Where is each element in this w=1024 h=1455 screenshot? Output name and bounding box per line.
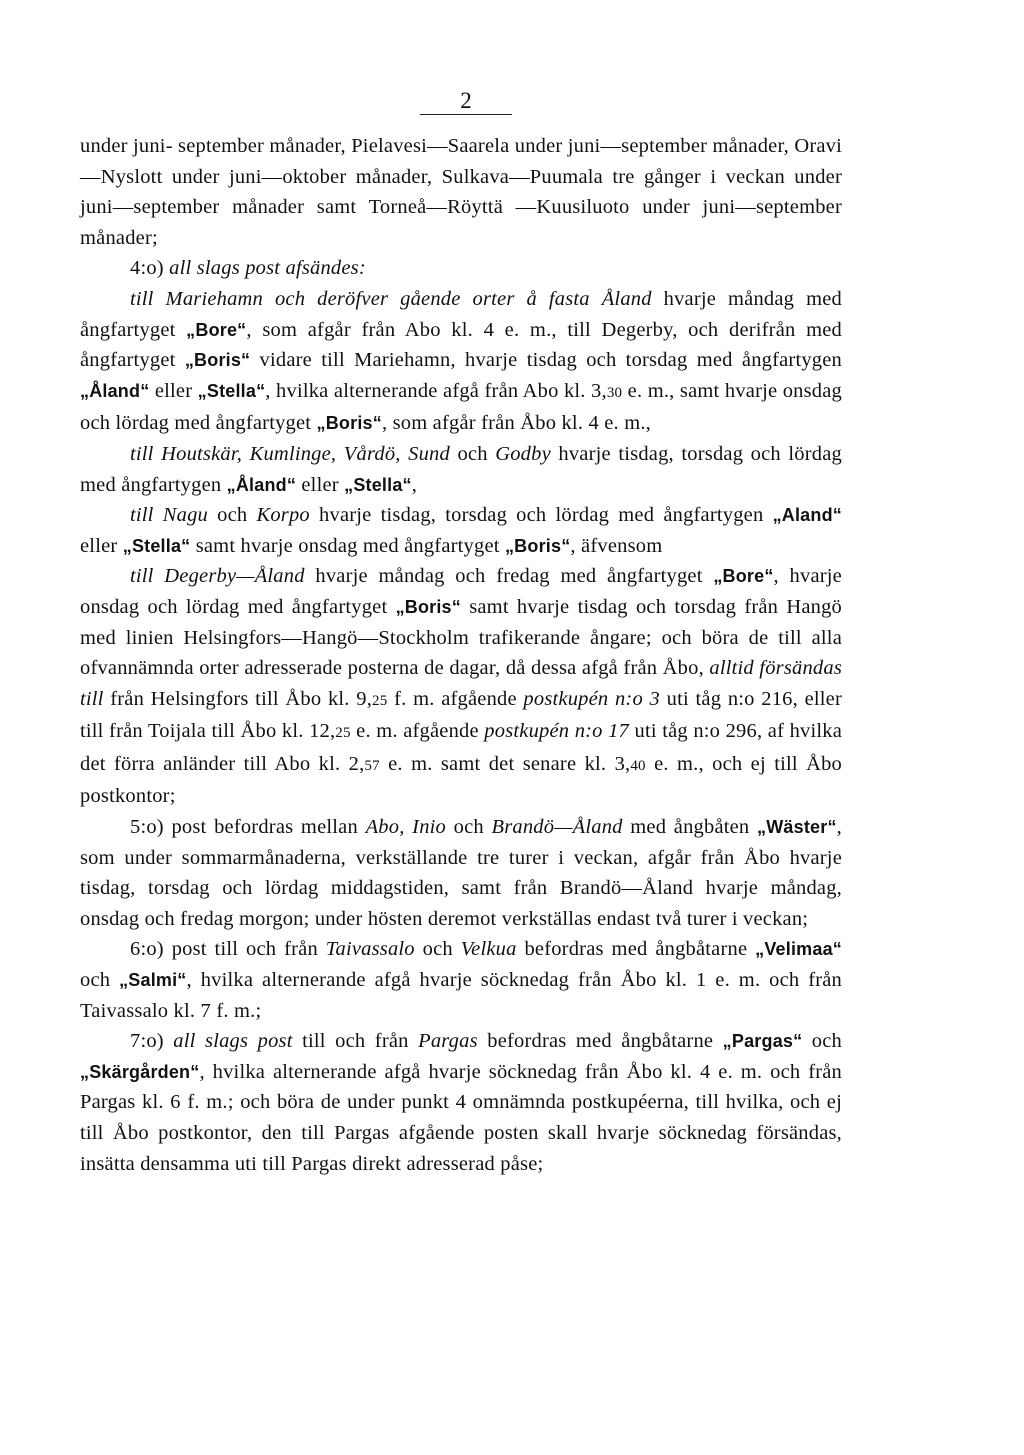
italic-heading: all slags post afsändes: (169, 257, 366, 280)
text-run: från Helsingfors till Åbo kl. 9, (103, 687, 373, 710)
italic-destination: till Mariehamn och deröfver gående orter å fasta Åland (130, 287, 652, 310)
text-run: vidare till Mariehamn, hvarje tisdag och torsdag med ångfartygen (250, 349, 842, 372)
italic-destination: Taivassalo (325, 938, 415, 961)
italic-postal-car: postkupén n:o 3 (523, 687, 661, 710)
paragraph-degerby (80, 561, 842, 812)
paragraph-houtskar (80, 439, 842, 500)
time-minutes: 25 (372, 692, 388, 709)
text-run: e. m., och ej till Åbo postkontor; (80, 752, 842, 808)
paragraph-point-5 (80, 812, 842, 934)
paragraph-mariehamn (80, 284, 842, 439)
text-run: uti tåg n:o 216, eller till från Toijala till Åbo kl. 12, (80, 687, 842, 743)
text-run: eller (80, 534, 123, 557)
text-run: eller (149, 379, 198, 402)
ship-name: „Skärgården“ (80, 1061, 200, 1082)
ship-name: „Stella“ (122, 535, 191, 556)
text-run: , äfvensom (570, 534, 663, 557)
ship-name: „Velimaa“ (755, 939, 842, 960)
italic-destination: till Nagu (130, 504, 208, 527)
italic-destination: Abo, Inio (365, 816, 446, 839)
text-run: e. m., samt hvarje onsdag och lördag med ångfartyget (80, 379, 842, 435)
italic-heading: all slags post (173, 1030, 293, 1053)
text-run: , som afgår från Abo kl. 4 e. m., till Degerby, och derifrån med ångfartyget (80, 318, 842, 372)
text-run: e. m. afgående (350, 720, 485, 743)
text-run: 6:o) post till och från (130, 938, 326, 961)
text-run: befordras med ångbåtarne (516, 938, 756, 961)
ship-name: „Bore“ (186, 319, 247, 340)
ship-name: „Salmi“ (119, 970, 187, 991)
text-run: hvarje tisdag, torsdag och lördag med ångfartygen (80, 442, 842, 496)
text-run: samt hvarje tisdag och torsdag från Hangö med linien Helsingfors—Hangö—Stockholm trafikerande ångare; och böra de till alla ofvannämnda orter adresserade posterna de dagar, då dessa afgå från Åbo, (80, 595, 842, 680)
text-run: samt hvarje onsdag med ångfartyget (190, 534, 505, 557)
ship-name: „Bore“ (713, 566, 774, 587)
italic-destination: Pargas (418, 1030, 478, 1053)
ship-name: „Åland“ (226, 474, 297, 495)
body-text (80, 131, 842, 1179)
time-minutes: 57 (364, 757, 380, 774)
time-minutes: 40 (630, 757, 646, 774)
text-run: e. m. samt det senare kl. 3, (379, 752, 631, 775)
text-run: till och från (292, 1030, 419, 1053)
text-run: , (411, 473, 418, 496)
text-run: 7:o) (130, 1030, 174, 1053)
text-run: 5:o) post befordras mellan (130, 816, 366, 839)
ship-name: „Boris“ (316, 413, 382, 434)
ship-name: „Pargas“ (722, 1031, 803, 1052)
ship-name: „Boris“ (184, 350, 251, 371)
text-run: under juni- september månader, Pielavesi—Saarela under juni—september månader, Oravi—Nyslott under juni—oktober månader, Sulkava—Puumala tre gånger i veckan under juni—september månader samt Torneå—Röyttä —Kuusiluoto under juni—september månader; (80, 135, 842, 249)
text-run: och (446, 816, 492, 839)
italic-emphasis: alltid försändas till (80, 657, 842, 710)
italic-destination: Godby (495, 442, 551, 465)
text-run: och (80, 969, 120, 992)
paragraph-routes-continued (80, 131, 842, 253)
text-run: , hvilka alternerande afgå hvarje söcknedag från Åbo kl. 1 e. m. och från Taivassalo kl. 7 f. m.; (80, 969, 843, 1022)
paragraph-point-4-heading (80, 253, 842, 284)
text-run: hvarje måndag med ångfartyget (80, 287, 842, 341)
text-run: hvarje måndag och fredag med ångfartyget (304, 565, 714, 588)
text-run: , hvilka alternerande afgå hvarje söcknedag från Åbo kl. 4 e. m. och från Pargas kl. 6 f. m.; och böra de under punkt 4 omnämnda postkupéerna, till hvilka, och ej till Åbo postkontor, den till Pargas afgående posten skall hvarje söcknedag försändas, insätta densamma uti till Pargas direkt adresserad påse; (80, 1060, 842, 1175)
text-run: , hvilka alternerande afgå från Abo kl. 3, (265, 379, 607, 402)
italic-destination: Korpo (256, 504, 310, 527)
paragraph-nagu (80, 500, 842, 561)
text-run: uti tåg n:o 296, af hvilka det förra anländer till Abo kl. 2, (80, 720, 843, 775)
text-run: eller (296, 473, 345, 496)
text-run: hvarje tisdag, torsdag och lördag med ångfartygen (309, 504, 773, 527)
text-run: och (449, 442, 496, 465)
ship-name: „Boris“ (504, 535, 571, 556)
ship-name: „Aland“ (772, 505, 842, 526)
ship-name: „Stella“ (197, 380, 266, 401)
text-run: och (414, 938, 461, 961)
text-run: , hvarje onsdag och lördag med ångfartyget (80, 565, 842, 618)
paragraph-point-6 (80, 934, 842, 1026)
italic-destination: Velkua (460, 938, 517, 961)
time-minutes: 30 (606, 384, 623, 401)
time-minutes: 25 (335, 725, 351, 742)
text-run: och (207, 504, 257, 527)
text-run: befordras med ångbåtarne (477, 1030, 723, 1053)
ship-name: „Åland“ (80, 380, 150, 401)
italic-destination: till Degerby—Åland (130, 565, 305, 588)
text-run: , som afgår från Åbo kl. 4 e. m., (381, 412, 651, 435)
italic-destination: Brandö—Åland (491, 816, 623, 839)
paragraph-point-7 (80, 1026, 842, 1179)
ship-name: „Stella“ (344, 474, 412, 495)
text-run: f. m. afgående (387, 687, 524, 710)
italic-postal-car: postkupén n:o 17 (484, 720, 630, 743)
ship-name: „Wäster“ (757, 817, 837, 838)
text-run: , som under sommarmånaderna, verkställande tre turer i veckan, afgår från Åbo hvarje tisdag, torsdag och lördag middagstiden, samt från Brandö—Åland hvarje måndag, onsdag och fredag morgon; under hösten deremot verkställas endast två turer i veckan; (80, 816, 842, 930)
italic-destination: till Houtskär, Kumlinge, Vårdö, Sund (130, 442, 450, 465)
text-run: med ångbåten (622, 816, 758, 839)
text-run: och (802, 1030, 842, 1053)
page-number: 2 (420, 88, 512, 115)
point-number: 4:o) (130, 257, 164, 280)
ship-name: „Boris“ (395, 596, 461, 617)
